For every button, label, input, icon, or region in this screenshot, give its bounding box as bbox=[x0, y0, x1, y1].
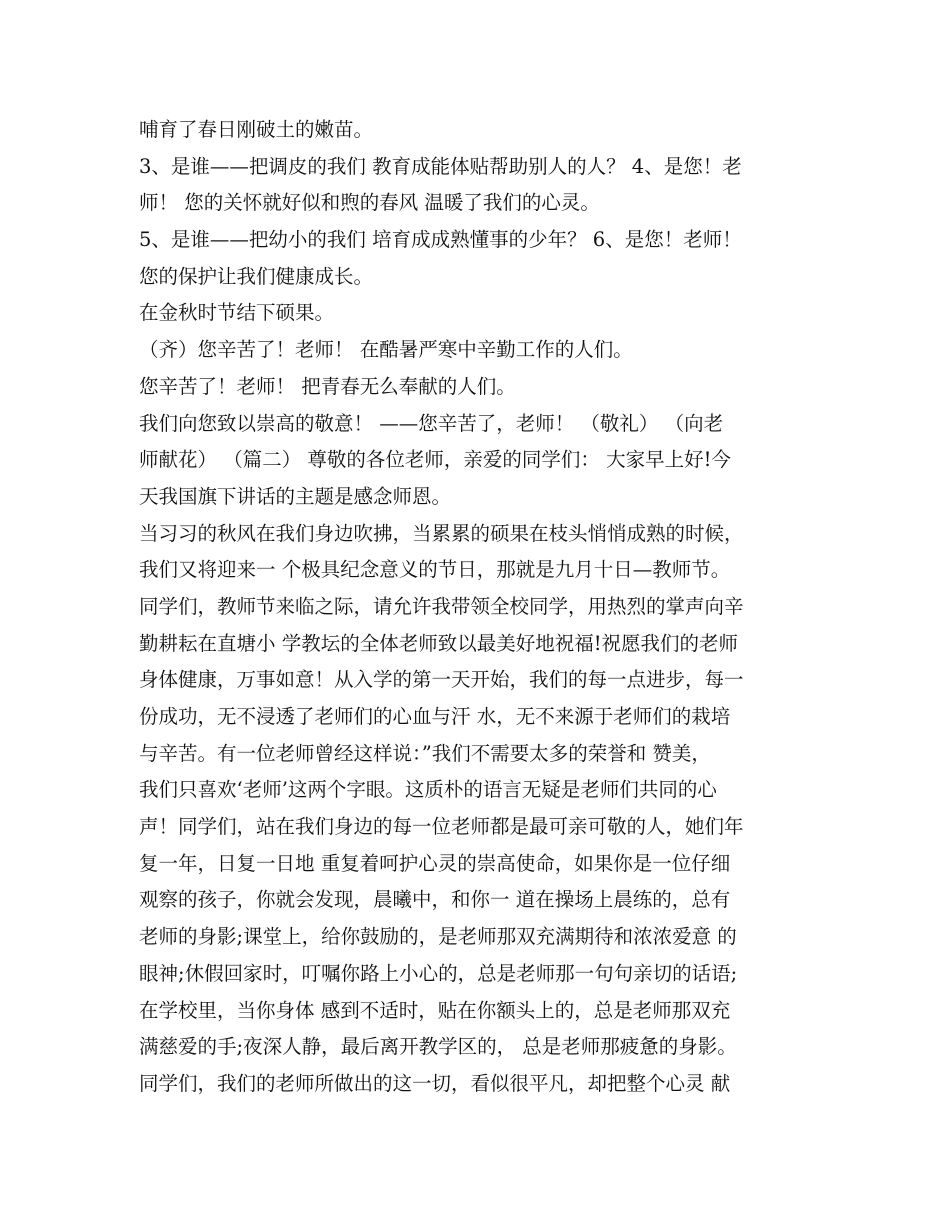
text-line: 您的保护让我们健康成长。 bbox=[139, 264, 374, 288]
text-line: 身体健康，万事如意！从入学的第一天开始，我们的每一点进步，每一 bbox=[139, 668, 744, 692]
text-line: 与辛苦。有一位老师曾经这样说：”我们不需要太多的荣誉和 赞美， bbox=[139, 741, 711, 765]
text-line: 同学们，教师节来临之际，请允许我带领全校同学，用热烈的掌声向辛 bbox=[139, 594, 744, 618]
text-line: 您辛苦了！老师！ 把青春无么奉献的人们。 bbox=[139, 374, 516, 398]
text-line: 当习习的秋风在我们身边吹拂，当累累的硕果在枝头悄悄成熟的时候， bbox=[139, 521, 744, 545]
text-line: 在学校里，当你身体 感到不适时，贴在你额头上的，总是老师那双充 bbox=[139, 998, 731, 1022]
text-line: 我们向您致以崇高的敬意！ ——您辛苦了，老师！ （敬礼） （向老 bbox=[139, 411, 724, 435]
text-line: 观察的孩子，你就会发现，晨曦中，和你一 道在操场上晨练的，总有 bbox=[139, 888, 731, 912]
text-line: 5、是谁——把幼小的我们 培育成成熟懂事的少年？ 6、是您！老师！ bbox=[139, 228, 742, 252]
text-line: 我们又将迎来一 个极具纪念意义的节日，那就是九月十日—教师节。 bbox=[139, 558, 731, 582]
text-line: 份成功，无不浸透了老师们的心血与汗 水，无不来源于老师们的栽培 bbox=[139, 705, 731, 728]
document-body bbox=[139, 112, 819, 1103]
text-line: 眼神;休假回家时，叮嘱你路上小心的，总是老师那一句句亲切的话语; bbox=[139, 961, 738, 985]
text-line: 老师的身影;课堂上，给你鼓励的，是老师那双充满期待和浓浓爱意 的 bbox=[139, 925, 737, 949]
text-line: 满慈爱的手;夜深人静，最后离开教学区的， 总是老师那疲惫的身影。 bbox=[139, 1035, 737, 1059]
text-line: 声！同学们，站在我们身边的每一位老师都是最可亲可敬的人，她们年 bbox=[139, 815, 744, 839]
text-line: 哺育了春日刚破土的嫩苗。 bbox=[139, 118, 374, 141]
text-line: 师献花） （篇二） 尊敬的各位老师，亲爱的同学们： 大家早上好!今 bbox=[139, 448, 731, 472]
text-line: 3、是谁——把调皮的我们 教育成能体贴帮助别人的人？ 4、是您！老 bbox=[139, 154, 742, 178]
text-line: 在金秋时节结下硕果。 bbox=[139, 301, 335, 325]
text-line: 师！ 您的关怀就好似和煦的春风 温暖了我们的心灵。 bbox=[139, 191, 600, 215]
text-line: 复一年，日复一日地 重复着呵护心灵的崇高使命，如果你是一位仔细 bbox=[139, 851, 731, 875]
text-line: 我们只喜欢‘老师’这两个字眼。这质朴的语言无疑是老师们共同的心 bbox=[139, 778, 717, 802]
text-line: 同学们，我们的老师所做出的这一切，看似很平凡，却把整个心灵 献 bbox=[139, 1071, 731, 1095]
text-line: （齐）您辛苦了！老师！ 在酷暑严寒中辛勤工作的人们。 bbox=[139, 338, 633, 362]
text-line: 勤耕耘在直塘小 学教坛的全体老师致以最美好地祝福!祝愿我们的老师 bbox=[139, 631, 739, 655]
text-line: 天我国旗下讲话的主题是感念师恩。 bbox=[139, 484, 452, 508]
